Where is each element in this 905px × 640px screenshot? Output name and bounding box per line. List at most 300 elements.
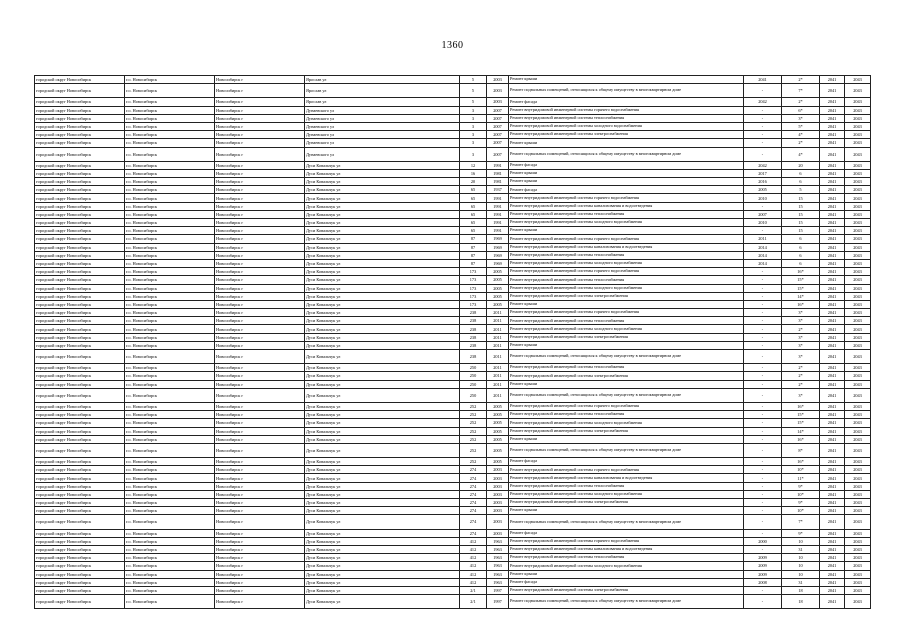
cell-plan-end-year: 2043 (845, 364, 871, 372)
cell-last-repair-year: - (744, 227, 782, 235)
cell-wear-years: 2* (782, 98, 820, 106)
table-row (35, 309, 871, 317)
cell-city: Новосибирск г (215, 419, 305, 427)
cell-plan-start-year: 2041 (820, 515, 845, 529)
cell-work-type: Ремонт крыши (509, 169, 744, 177)
cell-okrug: городской округ Новосибирск (35, 202, 125, 210)
cell-year: 1981 (487, 169, 509, 177)
cell-plan-end-year: 2043 (845, 562, 871, 570)
cell-municipality: г.о. Новосибирск (125, 333, 215, 341)
cell-house: 2/1 (460, 586, 487, 594)
cell-house: 412 (460, 545, 487, 553)
cell-house: 250 (460, 364, 487, 372)
cell-okrug: городской округ Новосибирск (35, 276, 125, 284)
cell-year: 2011 (487, 317, 509, 325)
cell-work-type: Ремонт внутридомовой инженерной системы горячего водоснабжения (509, 402, 744, 410)
cell-last-repair-year: - (744, 466, 782, 474)
cell-work-type: Ремонт внутридомовой инженерной системы холодного водоснабжения (509, 259, 744, 267)
table-row (35, 202, 871, 210)
cell-plan-start-year: 2041 (820, 259, 845, 267)
cell-plan-start-year: 2041 (820, 333, 845, 341)
cell-house: 412 (460, 537, 487, 545)
cell-okrug: городской округ Новосибирск (35, 586, 125, 594)
table-row (35, 529, 871, 537)
cell-plan-start-year: 2041 (820, 364, 845, 372)
cell-wear-years: 9* (782, 529, 820, 537)
cell-work-type: Ремонт внутридомовой инженерной системы горячего водоснабжения (509, 268, 744, 276)
table-row (35, 350, 871, 364)
cell-street: Дуси Ковальчук ул (305, 490, 460, 498)
table-row (35, 194, 871, 202)
cell-street: Дуси Ковальчук ул (305, 300, 460, 308)
cell-street: Дуси Ковальчук ул (305, 161, 460, 169)
cell-plan-end-year: 2043 (845, 372, 871, 380)
cell-plan-start-year: 2041 (820, 284, 845, 292)
cell-street: Дуси Ковальчук ул (305, 419, 460, 427)
cell-plan-start-year: 2041 (820, 292, 845, 300)
table-row (35, 276, 871, 284)
cell-okrug: городской округ Новосибирск (35, 259, 125, 267)
table-row (35, 300, 871, 308)
cell-year: 2003 (487, 466, 509, 474)
cell-last-repair-year: - (744, 333, 782, 341)
cell-city: Новосибирск г (215, 98, 305, 106)
table-row (35, 570, 871, 578)
cell-work-type: Ремонт подвальных помещений, относящихся к общему имуществу в многоквартирном доме (509, 515, 744, 529)
cell-house: 5 (460, 98, 487, 106)
cell-city: Новосибирск г (215, 235, 305, 243)
cell-house: 3 (460, 131, 487, 139)
cell-street: Дуси Ковальчук ул (305, 227, 460, 235)
cell-plan-end-year: 2043 (845, 499, 871, 507)
cell-plan-start-year: 2041 (820, 562, 845, 570)
cell-last-repair-year: 2014 (744, 251, 782, 259)
cell-municipality: г.о. Новосибирск (125, 537, 215, 545)
cell-municipality: г.о. Новосибирск (125, 443, 215, 457)
cell-municipality: г.о. Новосибирск (125, 186, 215, 194)
cell-plan-start-year: 2041 (820, 98, 845, 106)
cell-work-type: Ремонт внутридомовой инженерной системы холодного водоснабжения (509, 419, 744, 427)
cell-house: 252 (460, 435, 487, 443)
cell-wear-years: 2* (782, 76, 820, 84)
cell-work-type: Ремонт внутридомовой инженерной системы электроснабжения (509, 427, 744, 435)
cell-work-type: Ремонт внутридомовой инженерной системы электроснабжения (509, 586, 744, 594)
cell-okrug: городской округ Новосибирск (35, 578, 125, 586)
cell-street: Дуси Ковальчук ул (305, 317, 460, 325)
cell-street: Дуси Ковальчук ул (305, 515, 460, 529)
cell-plan-end-year: 2043 (845, 595, 871, 609)
table-row (35, 210, 871, 218)
cell-last-repair-year: - (744, 284, 782, 292)
cell-municipality: г.о. Новосибирск (125, 284, 215, 292)
cell-year: 2003 (487, 507, 509, 515)
cell-work-type: Ремонт внутридомовой инженерной системы теплоснабжения (509, 276, 744, 284)
cell-last-repair-year: 2016 (744, 178, 782, 186)
table-row (35, 380, 871, 388)
cell-year: 1991 (487, 227, 509, 235)
cell-wear-years: 4* (782, 131, 820, 139)
cell-last-repair-year: 2010 (744, 219, 782, 227)
cell-work-type: Ремонт крыши (509, 435, 744, 443)
cell-city: Новосибирск г (215, 388, 305, 402)
cell-work-type: Ремонт внутридомовой инженерной системы горячего водоснабжения (509, 537, 744, 545)
cell-work-type: Ремонт фасада (509, 186, 744, 194)
cell-wear-years: 16* (782, 435, 820, 443)
cell-wear-years: 15* (782, 284, 820, 292)
cell-work-type: Ремонт внутридомовой инженерной системы горячего водоснабжения (509, 194, 744, 202)
cell-municipality: г.о. Новосибирск (125, 194, 215, 202)
cell-plan-end-year: 2043 (845, 545, 871, 553)
cell-year: 2005 (487, 427, 509, 435)
cell-municipality: г.о. Новосибирск (125, 325, 215, 333)
cell-plan-end-year: 2043 (845, 76, 871, 84)
cell-last-repair-year: - (744, 202, 782, 210)
cell-house: 250 (460, 388, 487, 402)
cell-street: Дуси Ковальчук ул (305, 284, 460, 292)
cell-wear-years: 6 (782, 169, 820, 177)
cell-plan-start-year: 2041 (820, 499, 845, 507)
cell-wear-years: 31 (782, 545, 820, 553)
cell-okrug: городской округ Новосибирск (35, 122, 125, 130)
cell-street: Дуси Ковальчук ул (305, 243, 460, 251)
cell-okrug: городской округ Новосибирск (35, 178, 125, 186)
cell-last-repair-year: 2009 (744, 570, 782, 578)
cell-city: Новосибирск г (215, 106, 305, 114)
cell-last-repair-year: 2017 (744, 169, 782, 177)
cell-work-type: Ремонт крыши (509, 178, 744, 186)
table-row (35, 325, 871, 333)
cell-plan-start-year: 2041 (820, 84, 845, 98)
cell-city: Новосибирск г (215, 169, 305, 177)
cell-okrug: городской округ Новосибирск (35, 309, 125, 317)
table-row (35, 114, 871, 122)
cell-plan-start-year: 2041 (820, 402, 845, 410)
cell-wear-years: 16* (782, 300, 820, 308)
cell-street: Дуси Ковальчук ул (305, 259, 460, 267)
cell-plan-start-year: 2041 (820, 131, 845, 139)
table-row (35, 515, 871, 529)
cell-house: 274 (460, 515, 487, 529)
cell-plan-start-year: 2041 (820, 554, 845, 562)
cell-okrug: городской округ Новосибирск (35, 545, 125, 553)
cell-street: Дуси Ковальчук ул (305, 268, 460, 276)
cell-house: 274 (460, 482, 487, 490)
cell-last-repair-year: 2000 (744, 537, 782, 545)
cell-plan-end-year: 2043 (845, 309, 871, 317)
cell-plan-end-year: 2043 (845, 235, 871, 243)
cell-year: 2007 (487, 122, 509, 130)
cell-plan-end-year: 2043 (845, 84, 871, 98)
cell-municipality: г.о. Новосибирск (125, 76, 215, 84)
cell-city: Новосибирск г (215, 578, 305, 586)
cell-okrug: городской округ Новосибирск (35, 537, 125, 545)
cell-wear-years: 2* (782, 364, 820, 372)
cell-plan-end-year: 2043 (845, 474, 871, 482)
cell-work-type: Ремонт внутридомовой инженерной системы холодного водоснабжения (509, 490, 744, 498)
cell-last-repair-year: - (744, 106, 782, 114)
cell-work-type: Ремонт внутридомовой инженерной системы теплоснабжения (509, 554, 744, 562)
cell-wear-years: 11* (782, 474, 820, 482)
cell-last-repair-year: - (744, 458, 782, 466)
cell-year: 2005 (487, 300, 509, 308)
cell-city: Новосибирск г (215, 466, 305, 474)
cell-work-type: Ремонт внутридомовой инженерной системы теплоснабжения (509, 482, 744, 490)
cell-year: 2005 (487, 419, 509, 427)
cell-plan-end-year: 2043 (845, 317, 871, 325)
table-row (35, 76, 871, 84)
cell-city: Новосибирск г (215, 380, 305, 388)
cell-house: 252 (460, 443, 487, 457)
cell-house: 252 (460, 411, 487, 419)
cell-house: 250 (460, 372, 487, 380)
table-row (35, 490, 871, 498)
cell-wear-years: 15 (782, 219, 820, 227)
cell-street: Дунаевского ул (305, 147, 460, 161)
cell-municipality: г.о. Новосибирск (125, 259, 215, 267)
cell-plan-end-year: 2043 (845, 411, 871, 419)
cell-city: Новосибирск г (215, 364, 305, 372)
cell-house: 252 (460, 419, 487, 427)
cell-year: 2011 (487, 333, 509, 341)
table-row (35, 595, 871, 609)
cell-year: 2005 (487, 292, 509, 300)
cell-okrug: городской округ Новосибирск (35, 443, 125, 457)
capital-repair-table (34, 75, 871, 609)
cell-house: 87 (460, 251, 487, 259)
cell-okrug: городской округ Новосибирск (35, 419, 125, 427)
cell-city: Новосибирск г (215, 411, 305, 419)
cell-work-type: Ремонт внутридомовой инженерной системы теплоснабжения (509, 317, 744, 325)
cell-municipality: г.о. Новосибирск (125, 515, 215, 529)
cell-okrug: городской округ Новосибирск (35, 402, 125, 410)
cell-plan-start-year: 2041 (820, 106, 845, 114)
cell-last-repair-year: 2042 (744, 98, 782, 106)
cell-plan-start-year: 2041 (820, 474, 845, 482)
cell-street: Дуси Ковальчук ул (305, 276, 460, 284)
cell-city: Новосибирск г (215, 292, 305, 300)
cell-okrug: городской округ Новосибирск (35, 499, 125, 507)
cell-city: Новосибирск г (215, 84, 305, 98)
cell-street: Дуси Ковальчук ул (305, 411, 460, 419)
cell-city: Новосибирск г (215, 537, 305, 545)
cell-work-type: Ремонт крыши (509, 227, 744, 235)
cell-street: Дуси Ковальчук ул (305, 169, 460, 177)
cell-house: 3 (460, 106, 487, 114)
cell-work-type: Ремонт крыши (509, 507, 744, 515)
cell-wear-years: 3* (782, 317, 820, 325)
cell-street: Дуси Ковальчук ул (305, 364, 460, 372)
table-row (35, 474, 871, 482)
cell-city: Новосибирск г (215, 186, 305, 194)
cell-last-repair-year: - (744, 545, 782, 553)
cell-municipality: г.о. Новосибирск (125, 178, 215, 186)
cell-wear-years: 15* (782, 419, 820, 427)
cell-year: 1991 (487, 161, 509, 169)
cell-city: Новосибирск г (215, 300, 305, 308)
cell-work-type: Ремонт внутридомовой инженерной системы горячего водоснабжения (509, 235, 744, 243)
cell-house: 65 (460, 227, 487, 235)
cell-municipality: г.о. Новосибирск (125, 507, 215, 515)
cell-plan-start-year: 2041 (820, 595, 845, 609)
cell-plan-end-year: 2043 (845, 466, 871, 474)
cell-municipality: г.о. Новосибирск (125, 380, 215, 388)
cell-okrug: городской округ Новосибирск (35, 388, 125, 402)
cell-year: 2003 (487, 490, 509, 498)
cell-year: 1969 (487, 235, 509, 243)
cell-street: Дуси Ковальчук ул (305, 545, 460, 553)
cell-year: 2011 (487, 372, 509, 380)
cell-street: Дуси Ковальчук ул (305, 292, 460, 300)
cell-municipality: г.о. Новосибирск (125, 419, 215, 427)
table-row (35, 178, 871, 186)
cell-plan-end-year: 2043 (845, 131, 871, 139)
cell-municipality: г.о. Новосибирск (125, 499, 215, 507)
cell-wear-years: 18 (782, 595, 820, 609)
cell-city: Новосибирск г (215, 147, 305, 161)
cell-house: 412 (460, 570, 487, 578)
cell-plan-end-year: 2043 (845, 169, 871, 177)
cell-last-repair-year: - (744, 402, 782, 410)
cell-plan-start-year: 2041 (820, 317, 845, 325)
cell-year: 1969 (487, 251, 509, 259)
cell-street: Ярослав ул (305, 98, 460, 106)
cell-wear-years: 16* (782, 268, 820, 276)
cell-plan-end-year: 2043 (845, 292, 871, 300)
cell-plan-end-year: 2043 (845, 227, 871, 235)
table-row (35, 122, 871, 130)
cell-wear-years: 2* (782, 380, 820, 388)
table-row (35, 235, 871, 243)
cell-street: Дуси Ковальчук ул (305, 537, 460, 545)
cell-year: 2003 (487, 84, 509, 98)
cell-plan-start-year: 2041 (820, 570, 845, 578)
cell-municipality: г.о. Новосибирск (125, 562, 215, 570)
cell-street: Дуси Ковальчук ул (305, 251, 460, 259)
cell-house: 274 (460, 507, 487, 515)
cell-plan-start-year: 2041 (820, 427, 845, 435)
cell-plan-end-year: 2043 (845, 586, 871, 594)
cell-street: Дуси Ковальчук ул (305, 595, 460, 609)
cell-year: 1963 (487, 562, 509, 570)
cell-house: 412 (460, 562, 487, 570)
cell-last-repair-year: - (744, 435, 782, 443)
cell-plan-start-year: 2041 (820, 169, 845, 177)
cell-okrug: городской округ Новосибирск (35, 372, 125, 380)
cell-wear-years: 15 (782, 227, 820, 235)
cell-year: 1937 (487, 186, 509, 194)
cell-plan-start-year: 2041 (820, 482, 845, 490)
cell-street: Дуси Ковальчук ул (305, 443, 460, 457)
cell-okrug: городской округ Новосибирск (35, 380, 125, 388)
cell-municipality: г.о. Новосибирск (125, 388, 215, 402)
cell-wear-years: 7* (782, 84, 820, 98)
cell-municipality: г.о. Новосибирск (125, 202, 215, 210)
cell-last-repair-year: 2042 (744, 161, 782, 169)
cell-street: Дуси Ковальчук ул (305, 194, 460, 202)
cell-plan-start-year: 2041 (820, 139, 845, 147)
cell-plan-end-year: 2043 (845, 435, 871, 443)
cell-city: Новосибирск г (215, 554, 305, 562)
cell-municipality: г.о. Новосибирск (125, 210, 215, 218)
cell-municipality: г.о. Новосибирск (125, 586, 215, 594)
cell-okrug: городской округ Новосибирск (35, 474, 125, 482)
cell-wear-years: 6* (782, 106, 820, 114)
cell-plan-end-year: 2043 (845, 341, 871, 349)
cell-street: Дуси Ковальчук ул (305, 380, 460, 388)
cell-year: 1963 (487, 537, 509, 545)
cell-plan-start-year: 2041 (820, 586, 845, 594)
cell-street: Дунаевского ул (305, 122, 460, 130)
cell-municipality: г.о. Новосибирск (125, 114, 215, 122)
cell-year: 2005 (487, 276, 509, 284)
cell-wear-years: 15* (782, 276, 820, 284)
cell-house: 173 (460, 292, 487, 300)
cell-city: Новосибирск г (215, 76, 305, 84)
cell-plan-start-year: 2041 (820, 388, 845, 402)
cell-municipality: г.о. Новосибирск (125, 161, 215, 169)
cell-work-type: Ремонт фасада (509, 578, 744, 586)
cell-year: 2011 (487, 325, 509, 333)
cell-work-type: Ремонт фасада (509, 529, 744, 537)
cell-last-repair-year: 2009 (744, 562, 782, 570)
table-row (35, 106, 871, 114)
cell-city: Новосибирск г (215, 122, 305, 130)
cell-okrug: городской округ Новосибирск (35, 131, 125, 139)
cell-last-repair-year: 2005 (744, 186, 782, 194)
cell-city: Новосибирск г (215, 251, 305, 259)
cell-year: 2003 (487, 76, 509, 84)
cell-year: 1997 (487, 595, 509, 609)
cell-municipality: г.о. Новосибирск (125, 482, 215, 490)
cell-street: Дуси Ковальчук ул (305, 562, 460, 570)
cell-okrug: городской округ Новосибирск (35, 251, 125, 259)
cell-street: Дуси Ковальчук ул (305, 529, 460, 537)
cell-year: 2011 (487, 380, 509, 388)
cell-plan-end-year: 2043 (845, 578, 871, 586)
cell-city: Новосибирск г (215, 202, 305, 210)
cell-last-repair-year: 2011 (744, 235, 782, 243)
cell-municipality: г.о. Новосибирск (125, 268, 215, 276)
cell-house: 5 (460, 84, 487, 98)
cell-year: 2005 (487, 435, 509, 443)
cell-work-type: Ремонт внутридомовой инженерной системы электроснабжения (509, 333, 744, 341)
cell-work-type: Ремонт внутридомовой инженерной системы канализования и водоотведения (509, 545, 744, 553)
cell-house: 252 (460, 402, 487, 410)
cell-year: 2003 (487, 515, 509, 529)
cell-plan-start-year: 2041 (820, 490, 845, 498)
cell-okrug: городской округ Новосибирск (35, 435, 125, 443)
cell-year: 1963 (487, 570, 509, 578)
cell-last-repair-year: 2009 (744, 554, 782, 562)
cell-house: 412 (460, 554, 487, 562)
cell-year: 2011 (487, 341, 509, 349)
cell-plan-end-year: 2043 (845, 427, 871, 435)
cell-okrug: городской округ Новосибирск (35, 114, 125, 122)
cell-municipality: г.о. Новосибирск (125, 554, 215, 562)
cell-work-type: Ремонт внутридомовой инженерной системы теплоснабжения (509, 364, 744, 372)
cell-municipality: г.о. Новосибирск (125, 364, 215, 372)
cell-plan-start-year: 2041 (820, 458, 845, 466)
table-row (35, 458, 871, 466)
cell-municipality: г.о. Новосибирск (125, 84, 215, 98)
cell-street: Дуси Ковальчук ул (305, 219, 460, 227)
cell-last-repair-year: - (744, 268, 782, 276)
cell-wear-years: 3* (782, 114, 820, 122)
cell-okrug: городской округ Новосибирск (35, 84, 125, 98)
cell-okrug: городской округ Новосибирск (35, 186, 125, 194)
table-row (35, 364, 871, 372)
cell-year: 2005 (487, 402, 509, 410)
